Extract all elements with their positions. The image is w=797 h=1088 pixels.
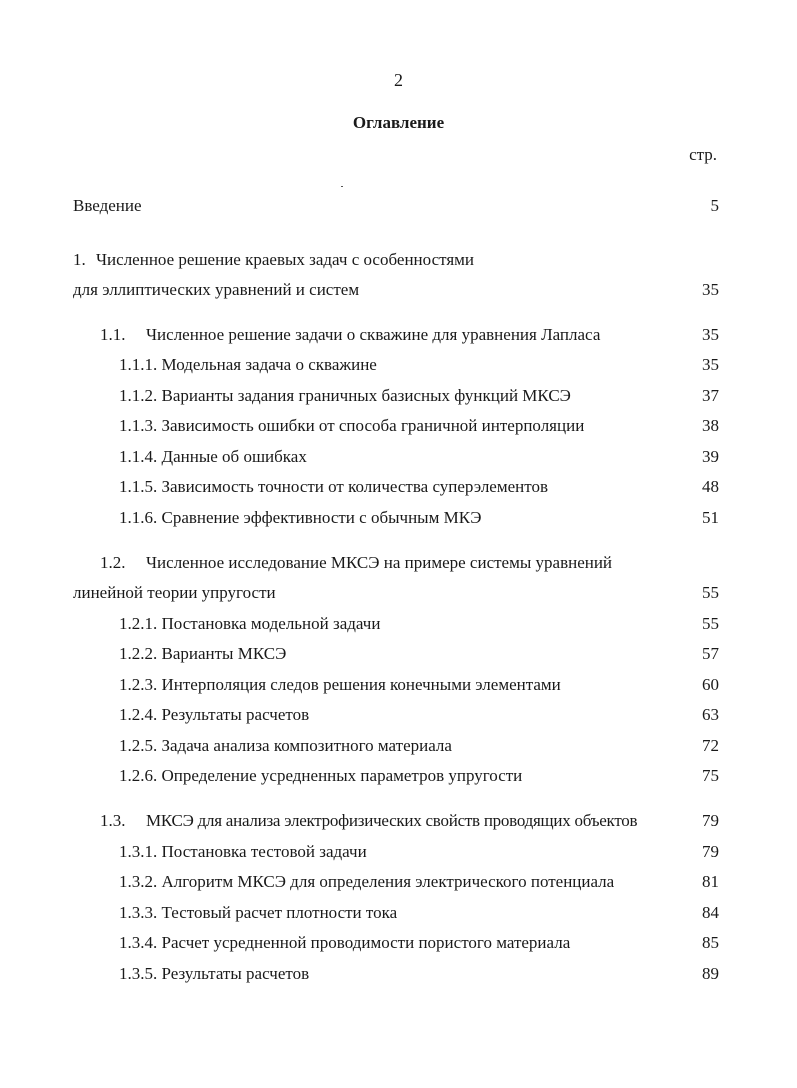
toc-entry bbox=[0, 705, 797, 729]
toc-entry bbox=[0, 508, 797, 532]
toc-entry-page: 84 bbox=[702, 903, 719, 922]
toc-entry-text: Результаты расчетов bbox=[161, 705, 310, 724]
toc-entry-page: 37 bbox=[702, 386, 719, 405]
toc-entry-page: 38 bbox=[702, 416, 719, 435]
toc-entry-number: 1.2. bbox=[100, 553, 126, 572]
toc-entry bbox=[0, 872, 797, 896]
toc-entry-text: для эллиптических уравнений и систем bbox=[73, 280, 360, 299]
toc-entry-page: 79 bbox=[702, 811, 719, 830]
toc-entry-number: 1.2.1. bbox=[119, 614, 158, 633]
toc-entry-page: 72 bbox=[702, 736, 719, 755]
toc-entry-text: Постановка модельной задачи bbox=[161, 614, 381, 633]
toc-entry-text: Варианты задания граничных базисных функций МКСЭ bbox=[161, 386, 571, 405]
toc-entry-number: 1.1.3. bbox=[119, 416, 158, 435]
toc-entry bbox=[0, 964, 797, 988]
toc-entry-number: 1.2.5. bbox=[119, 736, 158, 755]
toc-entry-page: 35 bbox=[702, 325, 719, 344]
toc-entry-number: 1.2.2. bbox=[119, 644, 158, 663]
toc-entry-text: Численное решение задачи о скважине для уравнения Лапласа bbox=[146, 325, 601, 344]
toc-entry bbox=[0, 447, 797, 471]
toc-entry-text: Определение усредненных параметров упругости bbox=[161, 766, 523, 785]
toc-entry-number: 1.3.3. bbox=[119, 903, 158, 922]
toc-entry-page: 57 bbox=[702, 644, 719, 663]
toc-entry-page: 81 bbox=[702, 872, 719, 891]
toc-entry bbox=[0, 280, 797, 304]
scan-speck bbox=[341, 186, 343, 187]
toc-entry-text: Постановка тестовой задачи bbox=[161, 842, 367, 861]
toc-entry bbox=[0, 614, 797, 638]
toc-entry-number: 1.3. bbox=[100, 811, 126, 830]
toc-entry bbox=[0, 416, 797, 440]
toc-entry bbox=[0, 196, 797, 220]
toc-entry-page: 55 bbox=[702, 614, 719, 633]
toc-entry-page: 48 bbox=[702, 477, 719, 496]
toc-entry-text: линейной теории упругости bbox=[73, 583, 276, 602]
toc-entry-page: 35 bbox=[702, 280, 719, 299]
toc-entry-number: 1.3.4. bbox=[119, 933, 158, 952]
toc-entry-text: Сравнение эффективности с обычным МКЭ bbox=[161, 508, 482, 527]
toc-entry-number: 1.1.1. bbox=[119, 355, 158, 374]
toc-entry bbox=[0, 644, 797, 668]
toc-entry-number: 1.3.2. bbox=[119, 872, 158, 891]
toc-entry-page: 63 bbox=[702, 705, 719, 724]
toc-entry bbox=[0, 736, 797, 760]
toc-entry-number: 1.1.2. bbox=[119, 386, 158, 405]
toc-entry-text: Алгоритм МКСЭ для определения электрического потенциала bbox=[161, 872, 615, 891]
toc-entry-text: Численное решение краевых задач с особенностями bbox=[96, 250, 474, 269]
toc-entry-text: Численное исследование МКСЭ на примере системы уравнений bbox=[146, 553, 613, 572]
toc-entry bbox=[0, 675, 797, 699]
toc-entry-number: 1.1.4. bbox=[119, 447, 158, 466]
toc-entry bbox=[0, 553, 797, 577]
toc-entry bbox=[0, 933, 797, 957]
toc-entry-number: 1.2.4. bbox=[119, 705, 158, 724]
toc-entry-page: 55 bbox=[702, 583, 719, 602]
toc-entry-text: Данные об ошибках bbox=[161, 447, 307, 466]
toc-entry bbox=[0, 386, 797, 410]
toc-entry-text: Расчет усредненной проводимости пористого материала bbox=[161, 933, 571, 952]
toc-entry bbox=[0, 250, 797, 274]
toc-entry-text: Результаты расчетов bbox=[161, 964, 310, 983]
toc-entry-text: Зависимость ошибки от способа граничной интерполяции bbox=[161, 416, 585, 435]
toc-entry bbox=[0, 811, 797, 835]
toc-entry-number: 1.2.3. bbox=[119, 675, 158, 694]
toc-title: Оглавление bbox=[352, 113, 445, 132]
toc-entry-page: 51 bbox=[702, 508, 719, 527]
page-column-label: стр. bbox=[689, 145, 717, 164]
toc-entry-text: Задача анализа композитного материала bbox=[161, 736, 452, 755]
toc-entry-number: 1.1. bbox=[100, 325, 126, 344]
toc-entry-page: 60 bbox=[702, 675, 719, 694]
toc-entry-text: МКСЭ для анализа электрофизических свойств проводящих объектов bbox=[146, 811, 638, 830]
toc-entry-page: 39 bbox=[702, 447, 719, 466]
toc-entry bbox=[0, 325, 797, 349]
toc-entry bbox=[0, 583, 797, 607]
toc-entry-text: Интерполяция следов решения конечными элементами bbox=[161, 675, 561, 694]
toc-entry-page: 5 bbox=[710, 196, 719, 215]
toc-entry-number: 1.3.1. bbox=[119, 842, 158, 861]
toc-entry bbox=[0, 903, 797, 927]
toc-entry-number: 1. bbox=[73, 250, 86, 269]
toc-entry-text: Тестовый расчет плотности тока bbox=[161, 903, 398, 922]
toc-entry-page: 75 bbox=[702, 766, 719, 785]
toc-entry bbox=[0, 355, 797, 379]
toc-entry-text: Введение bbox=[73, 196, 142, 215]
toc-entry-page: 89 bbox=[702, 964, 719, 983]
toc-entry-page: 35 bbox=[702, 355, 719, 374]
toc-entry-number: 1.1.5. bbox=[119, 477, 158, 496]
toc-entry bbox=[0, 766, 797, 790]
toc-entry-page: 85 bbox=[702, 933, 719, 952]
toc-entry-page: 79 bbox=[702, 842, 719, 861]
toc-entry-number: 1.2.6. bbox=[119, 766, 158, 785]
toc-entry bbox=[0, 477, 797, 501]
toc-entry-number: 1.1.6. bbox=[119, 508, 158, 527]
toc-entry bbox=[0, 842, 797, 866]
page-number: 2 bbox=[394, 70, 403, 90]
toc-entry-number: 1.3.5. bbox=[119, 964, 158, 983]
toc-entry-text: Зависимость точности от количества суперэлементов bbox=[161, 477, 548, 496]
toc-entry-text: Варианты МКСЭ bbox=[161, 644, 287, 663]
toc-entry-text: Модельная задача о скважине bbox=[161, 355, 377, 374]
